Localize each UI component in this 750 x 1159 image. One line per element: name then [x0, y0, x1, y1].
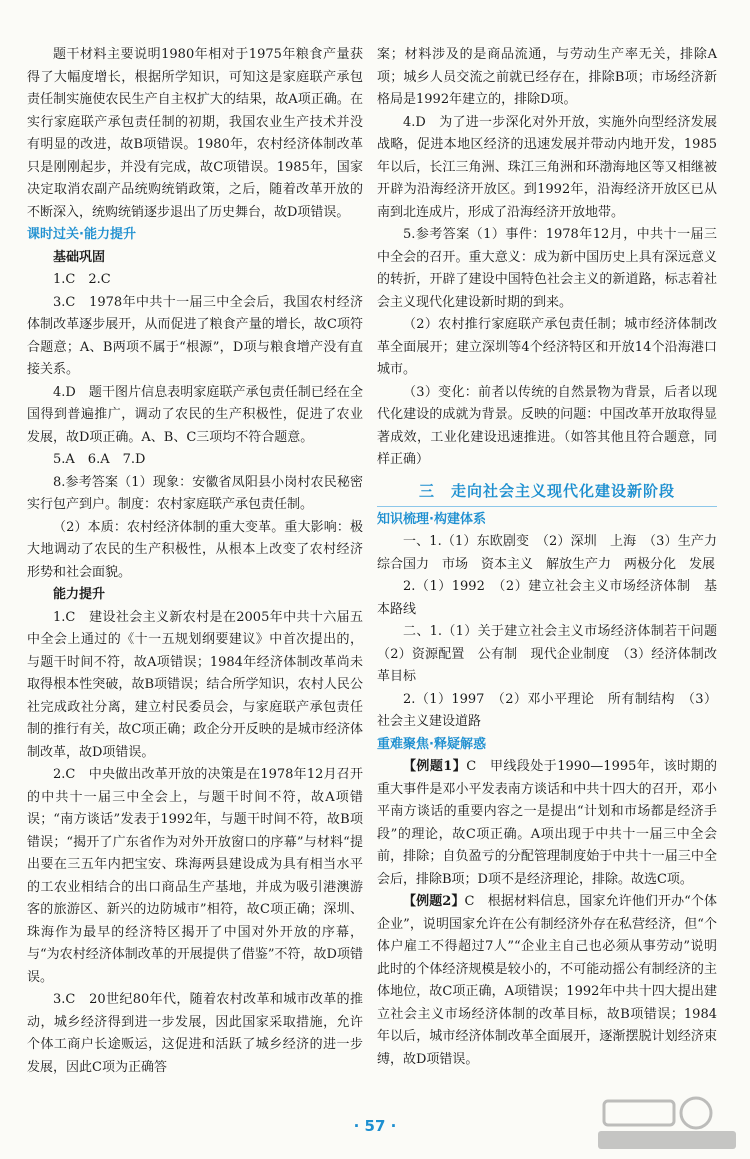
example-1: [377, 756, 717, 891]
answer-5-7: 5.A 6.A 7.D: [53, 452, 146, 467]
right-column: [377, 44, 731, 1097]
watermark-graphic: [592, 1091, 742, 1153]
section-heading-lesson-review: 课时过关·能力提升: [27, 227, 136, 242]
answer-3: 3.C 1978年中共十一届三中全会后，我国农村经济体制改革逐步展开，从而促进了粮食产量的增长，故C项符合题意；A、B两项不属于“根源”，D项与粮食增产没有直接关系。: [27, 294, 363, 377]
answer-continuation: 案；材料涉及的是商品流通，与劳动生产率无关，排除A项；城乡人员交流之前就已经存在，排除B项；市场经济新格局是1992年建立的，排除D项。: [377, 47, 717, 107]
example-1-label: 【例题1】: [403, 759, 467, 774]
section-heading-knowledge: 知识梳理·构建体系: [377, 511, 486, 527]
example-1-text: C 甲线段处于1990—1995年，该时期的重大事件是邓小平发表南方谈话和中共十四大的召开，邓小平南方谈话的重要内容之一是提出“计划和市场都是经济手段”的理论，故C项正确。A项出现于中共十一届三中全会前，排除；自负盈亏的分配管理制度始于中共十一届三中全会后，排除B项；D项不是经济理论，排除。故选C项。: [377, 759, 718, 887]
improve-answer-5-part3: （3）变化：前者以传统的自然景物为背景，后者以现代化建设的成就为背景。反映的问题：中国改革开放取得显著成效，工业化建设迅速推进。（如答其他且符合题意，同样正确）: [377, 384, 717, 467]
knowledge-2: 2.（1）1992 （2）建立社会主义市场经济体制 基本路线: [377, 579, 717, 617]
answer-1-2: 1.C 2.C: [53, 272, 111, 287]
example-2: [377, 891, 717, 1071]
page-number: · 57 ·: [353, 1117, 397, 1135]
example-2-label: 【例题2】: [403, 894, 465, 909]
chapter-title: 三 走向社会主义现代化建设新阶段: [377, 476, 717, 507]
section-heading-focus: 重难聚焦·释疑解惑: [377, 736, 486, 752]
improve-answer-3: 3.C 20世纪80年代，随着农村改革和城市改革的推动，城乡经济得到进一步发展，因此国家采取措施，允许个体工商户长途贩运，这促进和活跃了城乡经济的进一步发展，因此C项为正确答: [27, 992, 363, 1075]
watermark-logo: [592, 1091, 742, 1153]
answer-4: 4.D 题干图片信息表明家庭联产承包责任制已经在全国得到普遍推广，调动了农民的生产积极性，促进了农业发展，故D项正确。A、B、C三项均不符合题意。: [27, 384, 363, 445]
knowledge-3: 二、1.（1）关于建立社会主义市场经济体制若干问题 （2）资源配置 公有制 现代企业制度 （3）经济体制改革目标: [377, 624, 731, 684]
answer-8-part2: （2）本质：农村经济体制的重大变革。重大影响：极大地调动了农民的生产积极性，从根本上改变了农村经济形势和社会面貌。: [27, 519, 363, 580]
subheading-improve: 能力提升: [53, 587, 106, 602]
improve-answer-1: 1.C 建设社会主义新农村是在2005年中共十六届五中全会上通过的《十一五规划纲要建议》中首次提出的，与题干时间不符，故A项错误；1984年经济体制改革尚未取得根本性突破，故B项错误；结合所学知识，农村人民公社完成政社分离，建立村民委员会，与家庭联产承包责任制的推行有关，故C项正确；政企分开反映的是城市经济体制改革，故D项错误。: [27, 609, 363, 760]
left-column: [27, 44, 363, 1097]
improve-answer-5-part1: 5.参考答案（1）事件：1978年12月，中共十一届三中全会的召开。重大意义：成为新中国历史上具有深远意义的转折，开辟了建设中国特色社会主义的新道路，标志着社会主义现代化建设新时期的到来。: [377, 227, 717, 310]
improve-answer-4: 4.D 为了进一步深化对外开放，实施外向型经济发展战略，促进本地区经济的迅速发展并带动内地开发，1985年以后，长江三角洲、珠江三角洲和环渤海地区等又相继被开辟为沿海经济开放区。到1992年，沿海经济开放区已从南到北连成片，形成了沿海经济开放地带。: [377, 114, 717, 220]
knowledge-1: 一、1.（1）东欧剧变 （2）深圳 上海 （3）生产力 综合国力 市场 资本主义 解放生产力 两极分化 发展: [377, 534, 731, 572]
example-2-text: C 根据材料信息，国家允许他们开办“个体企业”，说明国家允许在公有制经济外存在私营经济，但“个体户雇工不得超过7人”“企业主自己也必须从事劳动”说明此时的个体经济规模是较小的，不可能动摇公有制经济的主体地位，故C项正确，A项错误；1992年中共十四大提出建立社会主义市场经济体制的改革目标，故B项错误；1984年以后，城市经济体制改革全面展开，逐渐摆脱计划经济束缚，故D项错误。: [377, 894, 718, 1067]
knowledge-4: 2.（1）1997 （2）邓小平理论 所有制结构 （3）社会主义建设道路: [377, 691, 717, 729]
answer-8-part1: 8.参考答案（1）现象：安徽省凤阳县小岗村农民秘密实行包产到户。制度：农村家庭联产承包责任制。: [27, 474, 363, 512]
subheading-basic: 基础巩固: [53, 249, 106, 265]
improve-answer-2: 2.C 中央做出改革开放的决策是在1978年12月召开的中共十一届三中全会上，与题干时间不符，故A项错误；“南方谈话”发表于1992年，与题干时间不符，故B项错误；“揭开了广东省作为对外开放窗口的序幕”与材料“提出要在三五年内把宝安、珠海两县建设成为具有相当水平的工农业相结合的出口商品生产基地，并成为吸引港澳游客的旅游区、新兴的边防城市”相符，故C项正确；深圳、珠海作为最早的经济特区揭开了中国对外开放的序幕，与“为农村经济体制改革的开展提供了借鉴”不符，故D项错误。: [27, 767, 363, 985]
answer-paragraph: 题干材料主要说明1980年相对于1975年粮食产量获得了大幅度增长，根据所学知识，可知这是家庭联产承包责任制实施使农民生产自主权扩大的结果，故A项正确。在实行家庭联产承包责任制的初期，我国农业生产技术并没有明显的改进，故B项错误。1980年，农村经济体制改革只是刚刚起步，并没有完成，故C项错误。1985年，国家决定取消农副产品统购统销政策，之后，随着改革开放的不断深入，统购统销逐步退出了历史舞台，故D项错误。: [27, 47, 363, 220]
improve-answer-5-part2: （2）农村推行家庭联产承包责任制；城市经济体制改革全面展开；建立深圳等4个经济特区和开放14个沿海港口城市。: [377, 317, 717, 377]
